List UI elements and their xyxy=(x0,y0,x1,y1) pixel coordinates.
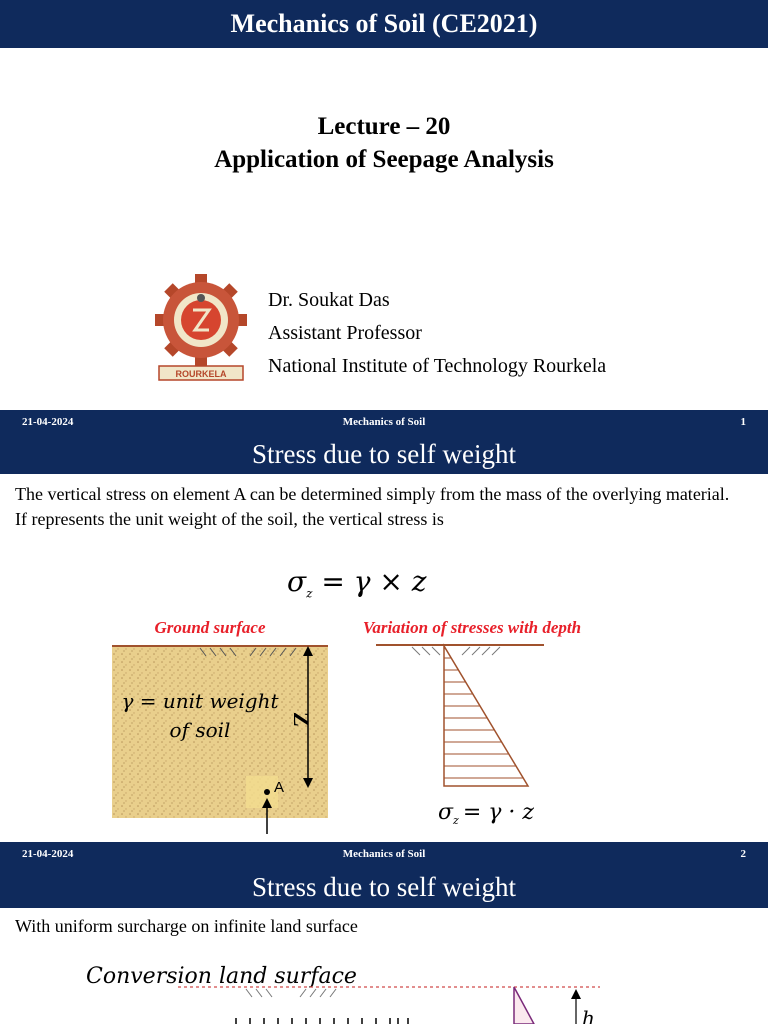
ground-surface-label: Ground surface xyxy=(154,618,266,637)
depth-label: Z xyxy=(289,712,314,727)
conversion-land-surface-label: Conversion land surface xyxy=(86,964,357,989)
footer-date: 21-04-2024 xyxy=(22,848,74,860)
slide-footer-2 xyxy=(0,842,768,866)
footer-center: Mechanics of Soil xyxy=(342,416,426,428)
author-institute: National Institute of Technology Rourkela xyxy=(268,355,607,377)
self-weight-figure xyxy=(0,612,768,836)
surcharge-arrows xyxy=(236,1018,408,1024)
stress-triangle xyxy=(444,646,528,786)
slide-2-para-1: The vertical stress on element A can be determined simply from the mass of the overlying material. xyxy=(15,484,730,504)
stress-variation-label: Variation of stresses with depth xyxy=(362,618,582,637)
footer-date: 21-04-2024 xyxy=(22,416,74,428)
nit-logo xyxy=(143,268,259,382)
slide-3-title-bar xyxy=(0,866,768,908)
slide-2-title-bar xyxy=(0,434,768,474)
slide-3-title: Stress due to self weight xyxy=(252,871,516,902)
equation-rhs: = γ × z xyxy=(321,565,427,598)
equation-sigma: σ xyxy=(287,565,307,598)
surcharge-stress-triangle xyxy=(514,987,534,1024)
stress-equation xyxy=(287,565,426,601)
author-block xyxy=(268,284,606,383)
gamma-definition-line-1: γ = unit weight xyxy=(121,689,279,713)
footer-page-number: 2 xyxy=(740,848,746,860)
slide-3-para-1: With uniform surcharge on infinite land surface xyxy=(15,916,358,936)
slide-2-title: Stress due to self weight xyxy=(252,438,516,469)
slide-2-para-2: If represents the unit weight of the soil, the vertical stress is xyxy=(15,509,444,529)
course-title-bar xyxy=(0,0,768,48)
lecture-heading xyxy=(0,110,768,176)
author-role: Assistant Professor xyxy=(268,322,422,344)
logo-text: ROURKELA xyxy=(175,369,227,379)
equation-subscript: z xyxy=(306,586,313,601)
course-title: Mechanics of Soil (CE2021) xyxy=(230,9,538,38)
author-name: Dr. Soukat Das xyxy=(268,289,390,311)
slide-footer-1 xyxy=(0,410,768,434)
footer-page-number: 1 xyxy=(740,416,746,428)
lecture-number: Lecture – 20 xyxy=(317,113,451,140)
slide-3-text xyxy=(15,914,755,939)
slide-2-text xyxy=(15,482,755,532)
point-a-label: A xyxy=(274,779,285,796)
surcharge-figure xyxy=(0,955,768,1024)
footer-center: Mechanics of Soil xyxy=(342,848,426,860)
figure-equation: $\sigma_z = \gamma \cdot z$ xyxy=(438,800,534,827)
lecture-title: Application of Seepage Analysis xyxy=(214,146,554,173)
gamma-definition-line-2: of soil xyxy=(169,718,231,742)
h-label: h xyxy=(582,1006,595,1024)
